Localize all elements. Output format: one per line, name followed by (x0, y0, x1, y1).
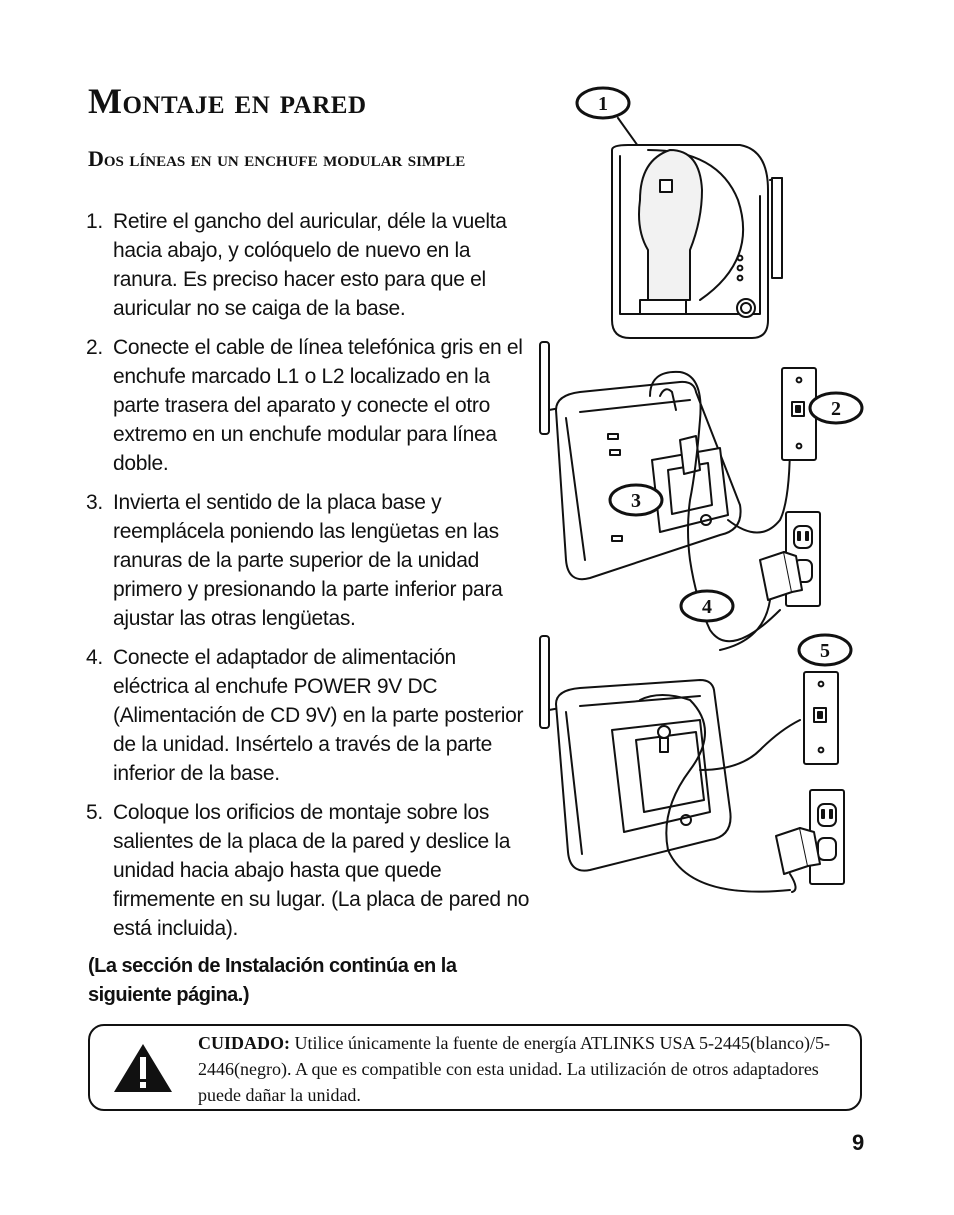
caution-box (88, 1024, 862, 1111)
step-text: Invierta el sentido de la placa base y reemplácela poniendo las lengüetas en las ranuras de la parte superior de la unidad primero y presionando la parte inferior para ajustar las otras lengüetas. (113, 491, 503, 630)
callout-label: 2 (831, 398, 841, 420)
instruction-steps (86, 207, 531, 953)
page-number: 9 (852, 1130, 865, 1155)
step-text: Conecte el cable de línea telefónica gris en el enchufe marcado L1 o L2 localizado en la parte trasera del aparato y conecte el otro extremo en un enchufe modular para línea doble. (113, 336, 523, 475)
callout-2 (810, 393, 862, 423)
wall-mount-illustration (528, 84, 872, 894)
step-number: 4. (86, 646, 103, 669)
step-3 (86, 488, 531, 633)
wall-power-outlet-2 (776, 790, 844, 892)
caution-body: Utilice únicamente la fuente de energía ATLINKS USA 5-2445(blanco)/5-2446(negro). A que es compatible con esta unidad. La utilización de otros adaptadores puede dañar la unidad. (198, 1033, 831, 1105)
warning-icon (112, 1042, 174, 1094)
callout-5 (799, 635, 851, 665)
step-number: 3. (86, 491, 103, 514)
callout-label: 1 (598, 93, 608, 115)
step-number: 5. (86, 801, 103, 824)
step-number: 1. (86, 210, 103, 233)
page-title: Montaje en pared (88, 81, 367, 121)
wall-phone-jack-2 (804, 672, 838, 764)
unit-wall-mounted (540, 636, 800, 892)
callout-label: 3 (631, 490, 641, 512)
caution-label: CUIDADO: (198, 1033, 290, 1053)
base-unit-front (612, 118, 782, 338)
callout-1 (577, 88, 629, 118)
step-1 (86, 207, 531, 323)
step-4 (86, 643, 531, 788)
step-text: Retire el gancho del auricular, déle la vuelta hacia abajo, y colóquelo de nuevo en la ranura. Es preciso hacer esto para que el auricular no se caiga de la base. (113, 210, 507, 320)
step-5 (86, 798, 531, 943)
callout-label: 5 (820, 640, 830, 662)
step-text: Coloque los orificios de montaje sobre los salientes de la placa de la pared y deslice la unidad hacia abajo hasta que quede firmemente en su lugar. (La placa de pared no está incluida). (113, 801, 530, 940)
callout-4 (681, 591, 733, 621)
callout-3 (610, 485, 662, 515)
callout-label: 4 (702, 596, 712, 618)
section-subtitle: Dos líneas en un enchufe modular simple (88, 146, 466, 171)
unit-back-with-plate (540, 342, 800, 641)
step-2 (86, 333, 531, 478)
step-text: Conecte el adaptador de alimentación eléctrica al enchufe POWER 9V DC (Alimentación de CD 9V) en la parte posterior de la unidad. Insértelo a través de la parte inferior de la base. (113, 646, 524, 785)
wall-power-outlet (720, 512, 820, 650)
continuation-note: (La sección de Instalación continúa en la siguiente página.) (88, 955, 457, 1006)
step-number: 2. (86, 336, 103, 359)
caution-text (198, 1030, 848, 1108)
